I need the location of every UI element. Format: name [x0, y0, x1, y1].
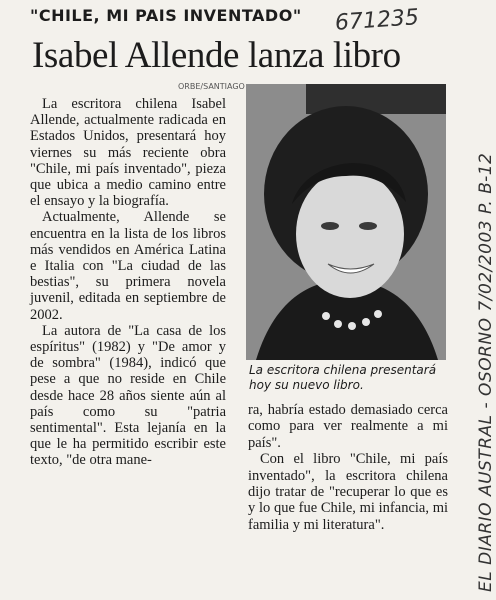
- handwritten-number: 671235: [334, 5, 420, 36]
- headline: Isabel Allende lanza libro: [32, 35, 401, 76]
- paragraph-2: Actualmente, Allende se encuentra en la lista de los libros más vendidos en América Latina e Italia con "La ciudad de las bestias", su primera novela juvenil, editada en septiembre de 2002.: [30, 209, 226, 323]
- kicker: "CHILE, MI PAIS INVENTADO": [30, 6, 302, 25]
- byline: ORBE/SANTIAGO: [178, 82, 245, 91]
- handwritten-source-note: EL DIARIO AUSTRAL - OSORNO 7/02/2003 P. B-12: [476, 152, 496, 592]
- article-column-left: [30, 96, 226, 469]
- paragraph-1: La escritora chilena Isabel Allende, actualmente radicada en Estados Unidos, presentará hoy viernes su más reciente obra "Chile, mi país inventado", pieza que ubica a medio camino entre el ensayo y la biografía.: [30, 96, 226, 210]
- article-column-right: [248, 402, 448, 533]
- paragraph-4: Con el libro "Chile, mi país inventado", la escritora chilena dijo tratar de "recuperar lo que es y lo que fue Chile, mi infancia, mi familia y mi literatura".: [248, 451, 448, 533]
- paragraph-3-continued: ra, habría estado demasiado cerca como para ver realmente a mi país".: [248, 402, 448, 451]
- author-photo: [246, 84, 446, 360]
- portrait-drawing: [246, 84, 446, 360]
- paragraph-3: La autora de "La casa de los espíritus" (1982) y "De amor y de sombra" (1984), indicó que pese a que no reside en Chile desde hace 28 años siente aún al país como su "patria sentimental". Esta lejanía en la que le ha permitido escribir este texto, "de otra mane-: [30, 322, 226, 469]
- photo-caption: La escritora chilena presentará hoy su nuevo libro.: [249, 363, 437, 392]
